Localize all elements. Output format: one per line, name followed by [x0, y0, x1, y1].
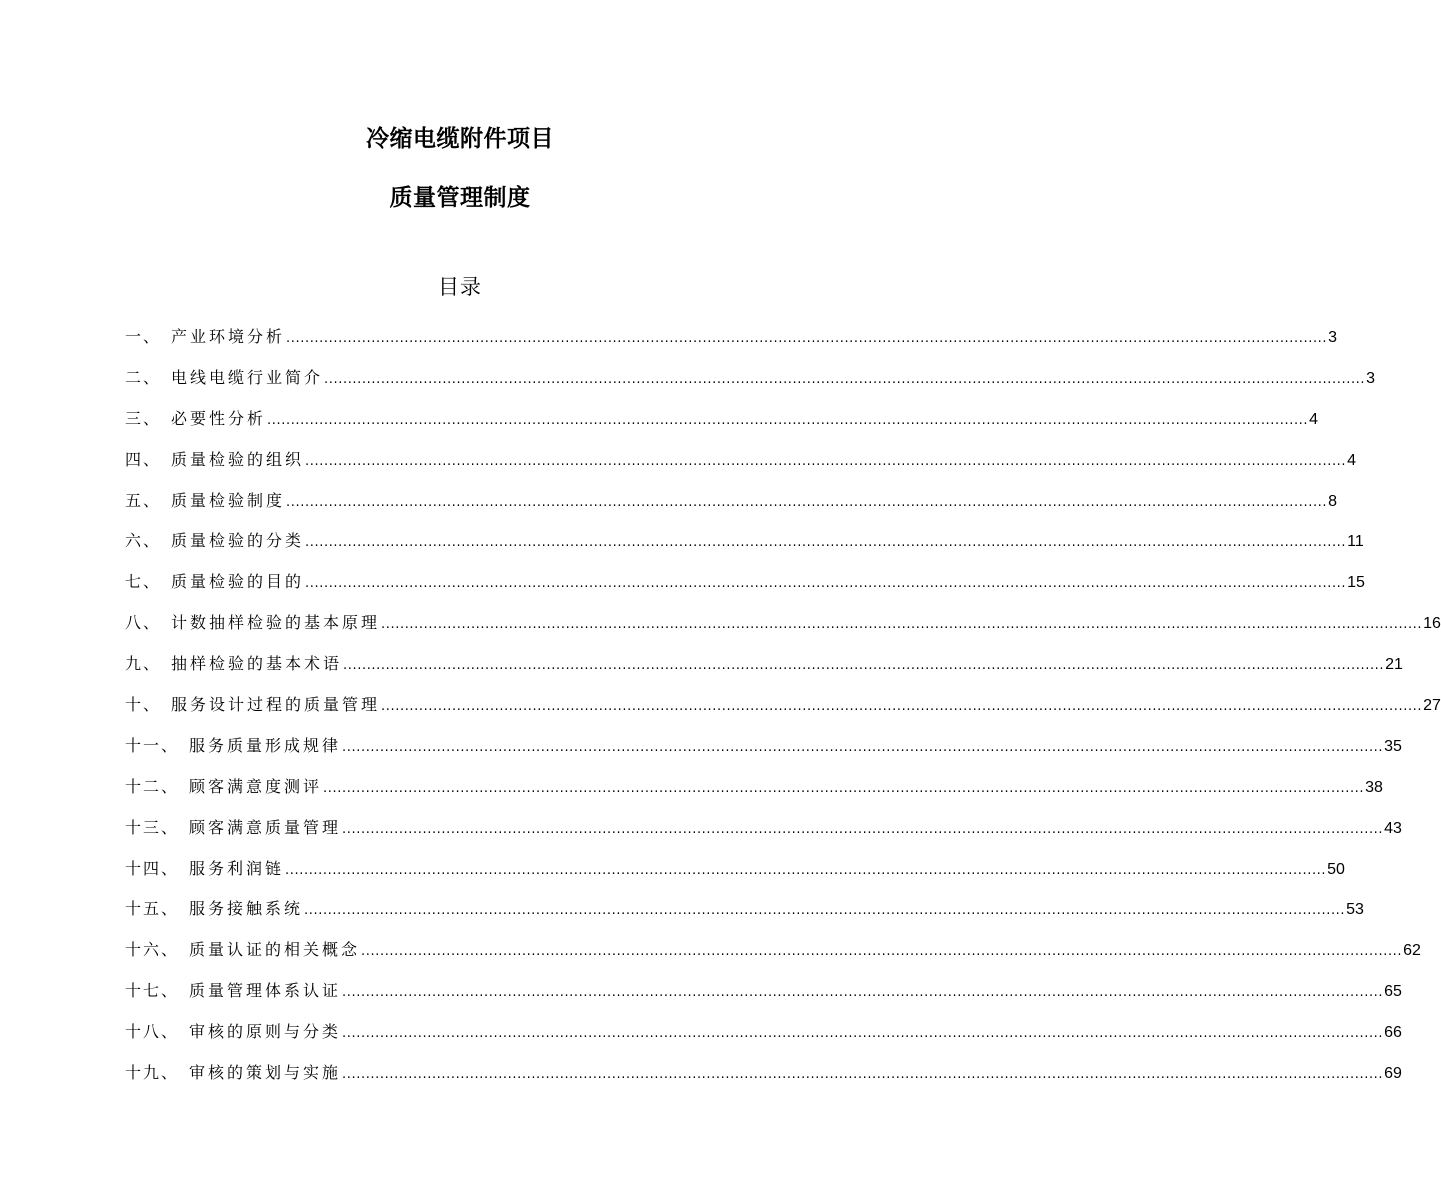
- table-of-contents: [125, 322, 1441, 1099]
- toc-entry-title: 服务接触系统: [189, 899, 304, 919]
- toc-dot-leader: ............................................................................................................................................................................................................................: [286, 494, 1328, 510]
- toc-dot-leader: ............................................................................................................................................................................................................................: [381, 699, 1423, 715]
- toc-entry-title: 审核的原则与分类: [189, 1022, 342, 1042]
- toc-entry[interactable]: [125, 1017, 1402, 1058]
- toc-entry-title: 产业环境分析: [171, 327, 286, 346]
- toc-entry-title: 电线电缆行业简介: [171, 367, 324, 387]
- toc-entry-number: 五、: [125, 490, 162, 510]
- toc-entry[interactable]: [125, 404, 1319, 445]
- toc-dot-leader: ............................................................................................................................................................................................................................: [305, 535, 1347, 551]
- toc-entry[interactable]: [125, 894, 1364, 935]
- toc-entry-number: 十六、: [125, 940, 180, 960]
- toc-dot-leader: ............................................................................................................................................................................................................................: [342, 985, 1384, 1001]
- toc-entry-page-number: 65: [1384, 983, 1402, 1001]
- toc-entry[interactable]: [125, 567, 1365, 608]
- toc-entry[interactable]: [125, 1058, 1402, 1099]
- toc-entry-title: 服务设计过程的质量管理: [171, 695, 381, 715]
- toc-entry-title: 抽样检验的基本术语: [171, 654, 343, 674]
- toc-entry-number: 十九、: [125, 1063, 180, 1083]
- toc-entry-title: 计数抽样检验的基本原理: [171, 613, 381, 633]
- toc-entry-page-number: 43: [1384, 819, 1402, 837]
- toc-entry-page-number: 3: [1328, 329, 1338, 346]
- document-subtitle: 质量管理制度: [389, 185, 531, 211]
- toc-entry-title: 顾客满意质量管理: [189, 817, 342, 837]
- toc-entry[interactable]: [125, 813, 1402, 854]
- toc-entry-page-number: 8: [1328, 492, 1338, 510]
- toc-entry-number: 十一、: [125, 735, 180, 755]
- toc-entry-page-number: 27: [1423, 697, 1441, 715]
- toc-entry[interactable]: [125, 486, 1338, 527]
- toc-dot-leader: ............................................................................................................................................................................................................................: [343, 658, 1385, 674]
- toc-dot-leader: ............................................................................................................................................................................................................................: [286, 331, 1328, 346]
- toc-entry-page-number: 50: [1327, 860, 1345, 878]
- toc-dot-leader: ............................................................................................................................................................................................................................: [381, 617, 1423, 633]
- toc-entry[interactable]: [125, 731, 1402, 772]
- toc-entry-page-number: 21: [1385, 656, 1403, 674]
- toc-entry-title: 质量检验的分类: [171, 531, 305, 551]
- toc-entry[interactable]: [125, 772, 1383, 813]
- toc-entry-number: 十八、: [125, 1022, 180, 1042]
- toc-entry-title: 服务质量形成规律: [189, 735, 342, 755]
- toc-entry-number: 二、: [125, 367, 162, 387]
- toc-entry-number: 十四、: [125, 858, 180, 878]
- toc-entry-title: 质量管理体系认证: [189, 981, 342, 1001]
- toc-entry[interactable]: [125, 363, 1376, 404]
- toc-dot-leader: ............................................................................................................................................................................................................................: [323, 780, 1365, 796]
- toc-entry-number: 三、: [125, 408, 162, 428]
- toc-entry[interactable]: [125, 854, 1345, 895]
- toc-dot-leader: ............................................................................................................................................................................................................................: [342, 821, 1384, 837]
- toc-entry-page-number: 35: [1384, 737, 1402, 755]
- toc-entry-page-number: 4: [1309, 410, 1319, 428]
- toc-entry-page-number: 38: [1365, 778, 1383, 796]
- toc-entry-page-number: 66: [1384, 1024, 1402, 1042]
- toc-entry-number: 一、: [125, 327, 162, 346]
- toc-entry-page-number: 69: [1384, 1065, 1402, 1083]
- toc-entry-title: 顾客满意度测评: [189, 776, 323, 796]
- toc-entry-page-number: 15: [1347, 574, 1365, 592]
- toc-entry-page-number: 53: [1346, 901, 1364, 919]
- toc-entry-number: 十七、: [125, 981, 180, 1001]
- toc-entry[interactable]: [125, 608, 1441, 649]
- toc-entry-title: 服务利润链: [189, 858, 285, 878]
- toc-entry-number: 六、: [125, 531, 162, 551]
- toc-entry-page-number: 11: [1347, 533, 1364, 551]
- toc-entry[interactable]: [125, 690, 1441, 731]
- toc-dot-leader: ............................................................................................................................................................................................................................: [361, 944, 1403, 960]
- toc-entry-number: 十二、: [125, 776, 180, 796]
- toc-entry-title: 质量检验的组织: [171, 449, 305, 469]
- toc-entry-number: 十三、: [125, 817, 180, 837]
- toc-dot-leader: ............................................................................................................................................................................................................................: [305, 576, 1347, 592]
- toc-entry-number: 十、: [125, 695, 162, 715]
- toc-entry-title: 质量认证的相关概念: [189, 940, 361, 960]
- toc-dot-leader: ............................................................................................................................................................................................................................: [285, 862, 1327, 878]
- toc-entry-title: 质量检验的目的: [171, 572, 305, 592]
- document-title: 冷缩电缆附件项目: [366, 126, 554, 152]
- toc-dot-leader: ............................................................................................................................................................................................................................: [342, 1067, 1384, 1083]
- toc-dot-leader: ............................................................................................................................................................................................................................: [305, 453, 1347, 469]
- toc-entry-page-number: 16: [1423, 615, 1441, 633]
- toc-dot-leader: ............................................................................................................................................................................................................................: [342, 1026, 1384, 1042]
- toc-entry-number: 八、: [125, 613, 162, 633]
- toc-entry-page-number: 62: [1403, 942, 1421, 960]
- toc-entry[interactable]: [125, 322, 1338, 363]
- toc-entry-number: 四、: [125, 449, 162, 469]
- toc-entry-number: 七、: [125, 572, 162, 592]
- toc-entry[interactable]: [125, 976, 1402, 1017]
- toc-dot-leader: ............................................................................................................................................................................................................................: [304, 903, 1346, 919]
- toc-entry-number: 九、: [125, 654, 162, 674]
- toc-entry-title: 必要性分析: [171, 408, 267, 428]
- toc-entry[interactable]: [125, 526, 1364, 567]
- toc-entry[interactable]: [125, 649, 1403, 690]
- toc-heading: 目录: [438, 275, 482, 299]
- toc-dot-leader: ............................................................................................................................................................................................................................: [342, 739, 1384, 755]
- toc-entry-title: 质量检验制度: [171, 490, 286, 510]
- toc-entry[interactable]: [125, 935, 1421, 976]
- toc-entry-title: 审核的策划与实施: [189, 1063, 342, 1083]
- toc-entry-number: 十五、: [125, 899, 180, 919]
- toc-dot-leader: ............................................................................................................................................................................................................................: [267, 412, 1309, 428]
- toc-entry[interactable]: [125, 445, 1357, 486]
- toc-dot-leader: ............................................................................................................................................................................................................................: [324, 371, 1366, 387]
- toc-entry-page-number: 3: [1366, 369, 1376, 387]
- toc-entry-page-number: 4: [1347, 451, 1357, 469]
